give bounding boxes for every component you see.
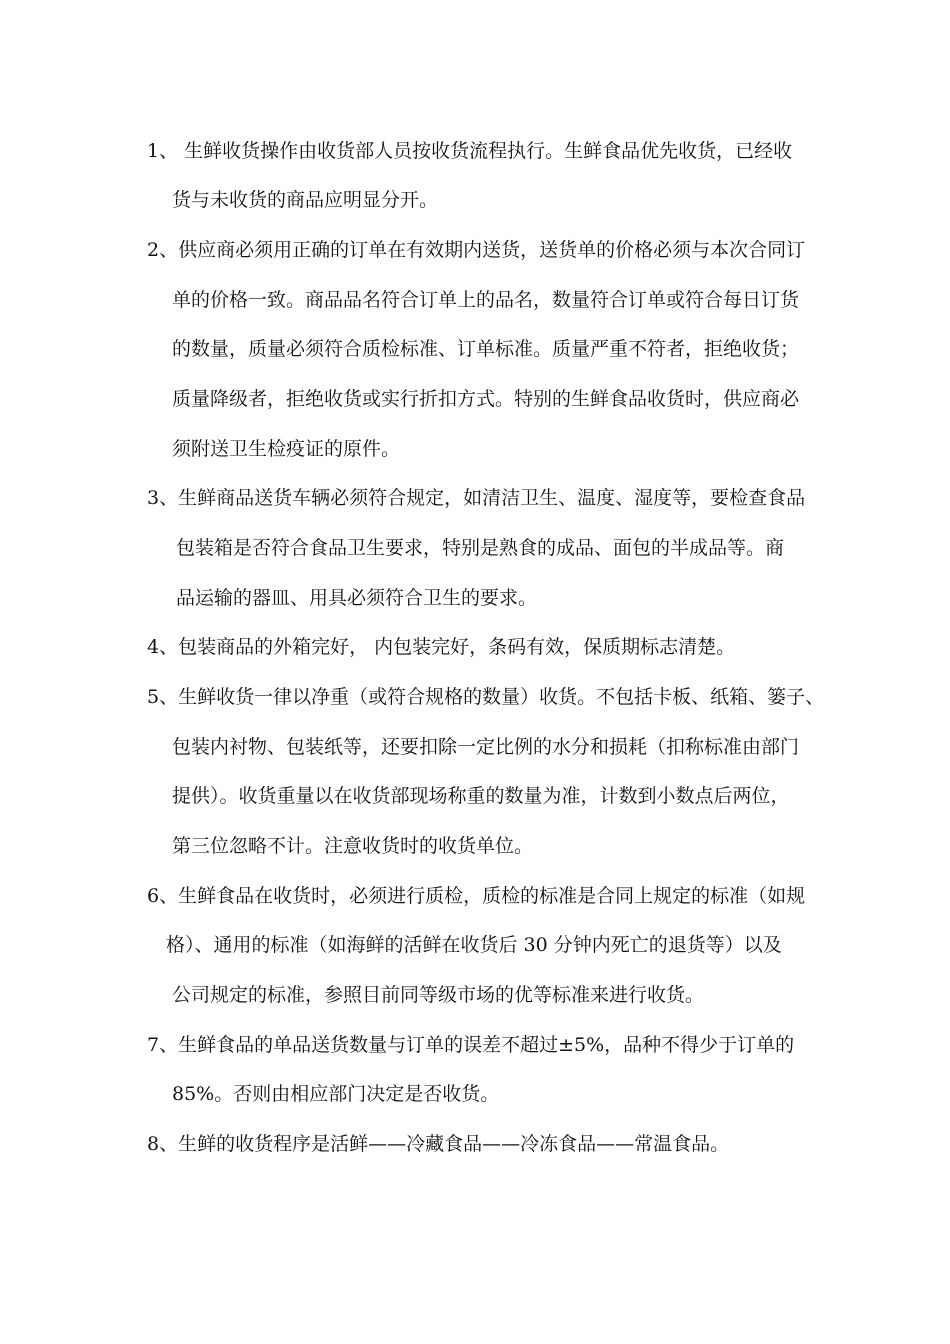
item-5-line-3: 提供）。收货重量以在收货部现场称重的数量为准，计数到小数点后两位， (172, 785, 790, 807)
item-8-line-1: 8、生鲜的收货程序是活鲜——冷藏食品——冷冻食品——常温食品。 (147, 1133, 730, 1155)
item-6-line-1: 6、生鲜食品在收货时，必须进行质检，质检的标准是合同上规定的标准（如规 (147, 885, 806, 907)
item-3-line-1: 3、生鲜商品送货车辆必须符合规定，如清洁卫生、温度、湿度等，要检查食品 (147, 487, 806, 509)
item-4-line-1: 4、包装商品的外箱完好， 内包装完好，条码有效，保质期标志清楚。 (147, 636, 736, 658)
item-7-line-2: 85%。否则由相应部门决定是否收货。 (172, 1083, 500, 1105)
item-6-line-2: 格）、通用的标准（如海鲜的活鲜在收货后 30 分钟内死亡的退货等）以及 (166, 934, 782, 956)
item-1-line-1: 1、 生鲜收货操作由收货部人员按收货流程执行。生鲜食品优先收货，已经收 (147, 140, 793, 162)
item-1-line-2: 货与未收货的商品应明显分开。 (172, 189, 439, 211)
item-2-line-1: 2、供应商必须用正确的订单在有效期内送货，送货单的价格必须与本次合同订 (147, 239, 806, 261)
item-2-line-5: 须附送卫生检疫证的原件。 (172, 438, 401, 460)
item-2-line-3: 的数量，质量必须符合质检标准、订单标准。质量严重不符者，拒绝收货； (172, 338, 800, 360)
item-6-line-3: 公司规定的标准，参照目前同等级市场的优等标准来进行收货。 (172, 984, 705, 1006)
item-5-line-2: 包装内衬物、包装纸等，还要扣除一定比例的水分和损耗（扣称标准由部门 (172, 736, 800, 758)
item-2-line-2: 单的价格一致。商品品名符合订单上的品名，数量符合订单或符合每日订货 (172, 289, 800, 311)
item-5-line-1: 5、生鲜收货一律以净重（或符合规格的数量）收货。不包括卡板、纸箱、篓子、 (147, 686, 825, 708)
item-2-line-4: 质量降级者，拒绝收货或实行折扣方式。特别的生鲜食品收货时，供应商必 (172, 388, 800, 410)
item-7-line-1: 7、生鲜食品的单品送货数量与订单的误差不超过±5%，品种不得少于订单的 (147, 1034, 795, 1056)
item-3-line-3: 品运输的器皿、用具必须符合卫生的要求。 (176, 587, 538, 609)
item-3-line-2: 包装箱是否符合食品卫生要求，特别是熟食的成品、面包的半成品等。商 (176, 537, 785, 559)
item-5-line-4: 第三位忽略不计。注意收货时的收货单位。 (172, 835, 534, 857)
